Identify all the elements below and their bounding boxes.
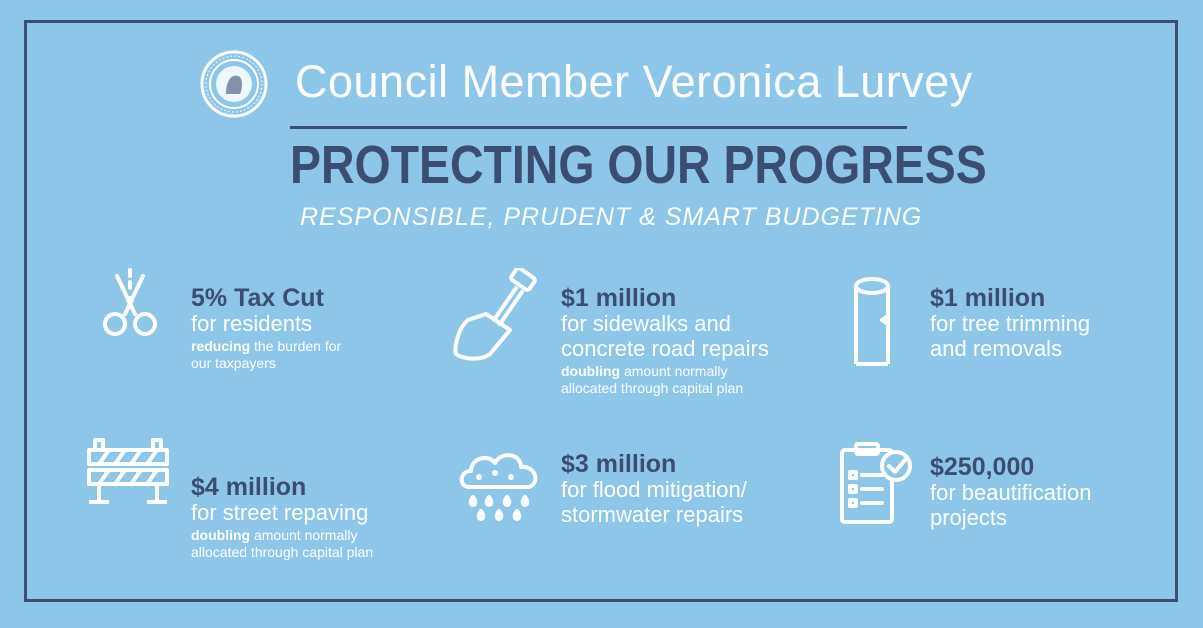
tree-log-icon [852, 276, 892, 371]
note-text-line2: our taxpayers [191, 355, 276, 371]
page-subhead: RESPONSIBLE, PRUDENT & SMART BUDGETING [300, 203, 923, 231]
item-description-line2: projects [930, 505, 1008, 530]
rain-cloud-icon [455, 447, 545, 527]
item-amount: $1 million [561, 284, 677, 312]
item-description: for street repaving [191, 500, 369, 525]
item-amount: 5% Tax Cut [191, 284, 324, 312]
page-headline: PROTECTING OUR PROGRESS [290, 135, 987, 195]
scissors-icon [95, 268, 165, 338]
item-description-line2: stormwater repairs [561, 502, 744, 527]
note-text: amount normally [250, 527, 358, 543]
item-description-line2: concrete road repairs [561, 336, 769, 361]
note-emphasis: doubling [191, 527, 251, 543]
note-text: the burden for [250, 338, 342, 354]
item-description: for tree trimming [930, 311, 1091, 336]
road-barrier-icon [85, 438, 171, 506]
item-amount: $3 million [561, 450, 677, 478]
item-amount: $1 million [930, 284, 1046, 312]
item-amount: $4 million [191, 473, 307, 501]
note-emphasis: reducing [191, 338, 251, 354]
note-text-line2: allocated through capital plan [191, 544, 374, 560]
note-text-line2: allocated through capital plan [561, 380, 744, 396]
item-description: for sidewalks and [561, 311, 731, 336]
item-description: for beautification [930, 480, 1092, 505]
item-note [191, 338, 341, 372]
item-description: for flood mitigation/ [561, 477, 747, 502]
item-amount: $250,000 [930, 453, 1035, 481]
item-description-line2: and removals [930, 336, 1063, 361]
note-text: amount normally [620, 363, 728, 379]
item-note [191, 527, 373, 561]
note-emphasis: doubling [561, 363, 621, 379]
town-seal-icon [200, 50, 268, 118]
council-member-name: Council Member Veronica Lurvey [295, 56, 973, 107]
item-description: for residents [191, 311, 313, 336]
shovel-icon [450, 268, 542, 364]
item-note [561, 363, 769, 397]
divider-line [290, 126, 907, 129]
checklist-icon [838, 440, 914, 526]
